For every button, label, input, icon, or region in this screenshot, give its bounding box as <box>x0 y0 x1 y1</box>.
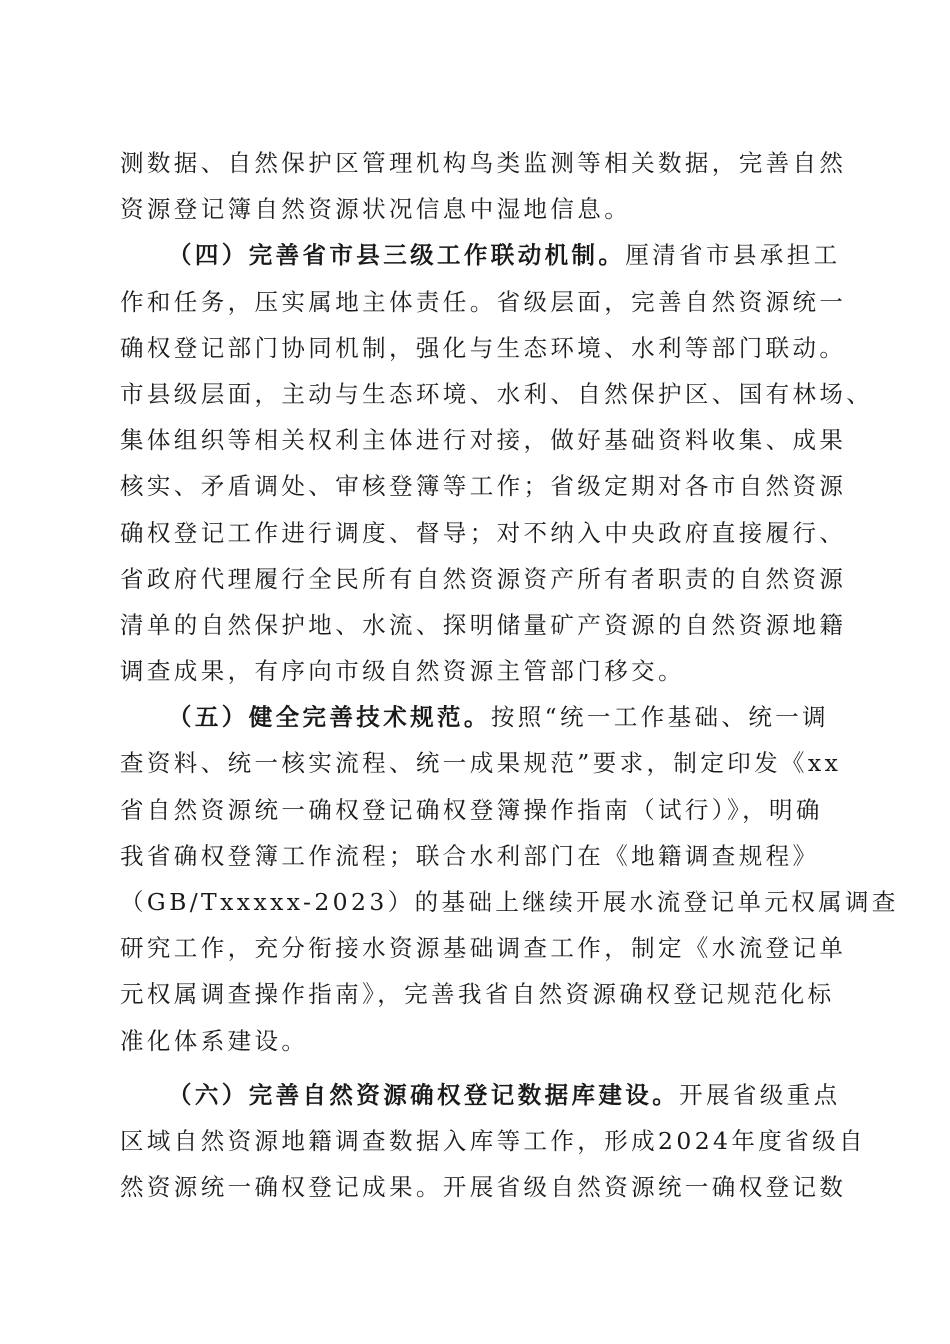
text-line: 清单的自然保护地、水流、探明储量矿产资源的自然资源地籍 <box>120 610 847 639</box>
paragraph-technical-standards <box>120 694 899 1064</box>
section-heading: （六）完善自然资源确权登记数据库建设。 <box>168 1080 680 1109</box>
text-line: 准化体系建设。 <box>120 1026 309 1055</box>
text-line: 省政府代理履行全民所有自然资源资产所有者职责的自然资源 <box>120 564 847 593</box>
text-run: 开展省级重点 <box>679 1080 841 1109</box>
paragraph-gap <box>120 1064 836 1072</box>
section-heading: （五）健全完善技术规范。 <box>168 703 491 732</box>
text-line: （GB/Txxxxx-2023）的基础上继续开展水流登记单元权属调查 <box>120 888 899 916</box>
paragraph-wetland-data <box>120 140 847 232</box>
text-line: 核实、矛盾调处、审核登簿等工作；省级定期对各市自然资源 <box>120 472 847 501</box>
text-line: 区域自然资源地籍调查数据入库等工作，形成2024年度省级自 <box>120 1126 866 1155</box>
text-run: 厘清省市县承担工 <box>625 241 841 270</box>
document-body <box>120 140 899 1210</box>
text-line: 确权登记部门协同机制，强化与生态环境、水利等部门联动。 <box>120 333 847 362</box>
text-line: 调查成果，有序向市级自然资源主管部门移交。 <box>120 657 685 686</box>
text-line: 查资料、统一核实流程、统一成果规范”要求，制定印发《xx <box>120 749 842 778</box>
text-line: 然资源统一确权登记成果。开展省级自然资源统一确权登记数 <box>120 1173 847 1202</box>
text-line: 我省确权登簿工作流程；联合水利部门在《地籍调查规程》 <box>120 841 820 870</box>
text-line: 资源登记簿自然资源状况信息中湿地信息。 <box>120 195 632 224</box>
text-line <box>120 1072 841 1118</box>
text-line: 集体组织等相关权利主体进行对接，做好基础资料收集、成果 <box>120 426 847 455</box>
section-heading: （四）完善省市县三级工作联动机制。 <box>168 241 626 270</box>
text-line: 元权属调查操作指南》，完善我省自然资源确权登记规范化标 <box>120 980 835 1009</box>
paragraph-linkage-mechanism <box>120 232 874 694</box>
paragraph-database-construction <box>120 1072 866 1211</box>
text-line: 市县级层面，主动与生态环境、水利、自然保护区、国有林场、 <box>120 379 874 408</box>
text-line: 测数据、自然保护区管理机构鸟类监测等相关数据，完善自然 <box>120 149 847 177</box>
text-line: 确权登记工作进行调度、督导；对不纳入中央政府直接履行、 <box>120 518 847 547</box>
text-line: 省自然资源统一确权登记确权登簿操作指南（试行）》，明确 <box>120 795 823 824</box>
text-line: 研究工作，充分衔接水资源基础调查工作，制定《水流登记单 <box>120 934 847 963</box>
text-line <box>120 232 841 278</box>
text-line: 作和任务，压实属地主体责任。省级层面，完善自然资源统一 <box>120 287 847 316</box>
text-run: 按照“统一工作基础、统一调 <box>490 703 830 732</box>
text-line <box>120 694 836 740</box>
